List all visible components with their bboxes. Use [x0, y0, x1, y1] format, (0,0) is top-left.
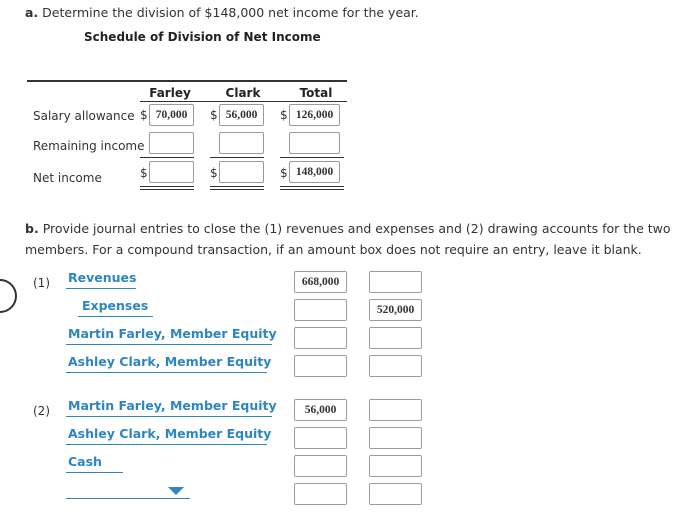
total-remaining-income-input[interactable]	[289, 132, 340, 154]
entry1-expenses-debit-input[interactable]	[294, 299, 347, 321]
entry2-farley-credit-input[interactable]	[369, 399, 422, 421]
entry-number-2: (2)	[33, 404, 50, 418]
account-revenues[interactable]: Revenues	[68, 270, 137, 285]
currency-symbol: $	[280, 166, 288, 180]
schedule-title: Schedule of Division of Net Income	[84, 30, 321, 44]
account-martin-farley-equity[interactable]: Martin Farley, Member Equity	[68, 398, 277, 413]
double-rule-total	[280, 189, 344, 190]
row-label-salary-allowance: Salary allowance	[33, 109, 135, 123]
subtotal-rule-farley	[140, 157, 194, 158]
account-underline	[66, 372, 267, 373]
part-b-label: b.	[25, 221, 39, 236]
column-header-farley: Farley	[149, 86, 191, 100]
entry1-revenues-debit-input[interactable]: 668,000	[294, 271, 347, 293]
entry2-blank-credit-input[interactable]	[369, 483, 422, 505]
account-underline	[78, 316, 153, 317]
entry2-farley-debit-input[interactable]: 56,000	[294, 399, 347, 421]
header-rule	[140, 101, 347, 102]
account-expenses[interactable]: Expenses	[82, 298, 149, 313]
account-martin-farley-equity[interactable]: Martin Farley, Member Equity	[68, 326, 277, 341]
navigation-circle-icon[interactable]	[0, 279, 17, 313]
part-a-text: Determine the division of $148,000 net income for the year.	[42, 5, 419, 20]
part-a-label: a.	[25, 5, 39, 20]
entry2-cash-credit-input[interactable]	[369, 455, 422, 477]
part-b-text-line1: Provide journal entries to close the (1) revenues and expenses and (2) drawing accounts for the two	[42, 221, 671, 236]
currency-symbol: $	[210, 166, 218, 180]
account-underline	[66, 444, 267, 445]
entry-number-1: (1)	[33, 276, 50, 290]
double-rule-total	[280, 186, 344, 187]
account-cash[interactable]: Cash	[68, 454, 102, 469]
account-underline	[66, 288, 136, 289]
entry1-clark-credit-input[interactable]	[369, 355, 422, 377]
clark-salary-allowance-input[interactable]: 56,000	[219, 104, 264, 126]
account-underline	[66, 416, 272, 417]
subtotal-rule-clark	[210, 157, 264, 158]
account-underline	[66, 472, 123, 473]
part-b-instruction	[25, 218, 675, 260]
currency-symbol: $	[210, 108, 218, 122]
entry1-farley-debit-input[interactable]	[294, 327, 347, 349]
entry1-farley-credit-input[interactable]	[369, 327, 422, 349]
currency-symbol: $	[140, 166, 148, 180]
entry1-revenues-credit-input[interactable]	[369, 271, 422, 293]
entry2-clark-credit-input[interactable]	[369, 427, 422, 449]
account-underline	[66, 344, 272, 345]
entry2-blank-debit-input[interactable]	[294, 483, 347, 505]
clark-net-income-input[interactable]	[219, 161, 264, 183]
clark-remaining-income-input[interactable]	[219, 132, 264, 154]
part-a-instruction	[25, 2, 419, 23]
farley-remaining-income-input[interactable]	[149, 132, 194, 154]
part-b-text-line2: members. For a compound transaction, if an amount box does not require an entry, leave it blank.	[25, 242, 642, 257]
entry1-expenses-credit-input[interactable]: 520,000	[369, 299, 422, 321]
account-ashley-clark-equity[interactable]: Ashley Clark, Member Equity	[68, 426, 272, 441]
column-header-total: Total	[299, 86, 333, 100]
chevron-down-icon[interactable]	[168, 487, 184, 495]
double-rule-clark	[210, 186, 264, 187]
currency-symbol: $	[280, 108, 288, 122]
double-rule-clark	[210, 189, 264, 190]
total-salary-allowance-input[interactable]: 126,000	[289, 104, 340, 126]
entry2-clark-debit-input[interactable]	[294, 427, 347, 449]
subtotal-rule-total	[280, 157, 344, 158]
total-net-income-input[interactable]: 148,000	[289, 161, 340, 183]
double-rule-farley	[140, 186, 194, 187]
entry1-clark-debit-input[interactable]	[294, 355, 347, 377]
entry2-cash-debit-input[interactable]	[294, 455, 347, 477]
farley-net-income-input[interactable]	[149, 161, 194, 183]
table-top-rule	[27, 80, 347, 82]
row-label-remaining-income: Remaining income	[33, 139, 145, 153]
double-rule-farley	[140, 189, 194, 190]
column-header-clark: Clark	[225, 86, 261, 100]
farley-salary-allowance-input[interactable]: 70,000	[149, 104, 194, 126]
account-ashley-clark-equity[interactable]: Ashley Clark, Member Equity	[68, 354, 272, 369]
account-underline	[66, 498, 190, 499]
currency-symbol: $	[140, 108, 148, 122]
row-label-net-income: Net income	[33, 171, 102, 185]
